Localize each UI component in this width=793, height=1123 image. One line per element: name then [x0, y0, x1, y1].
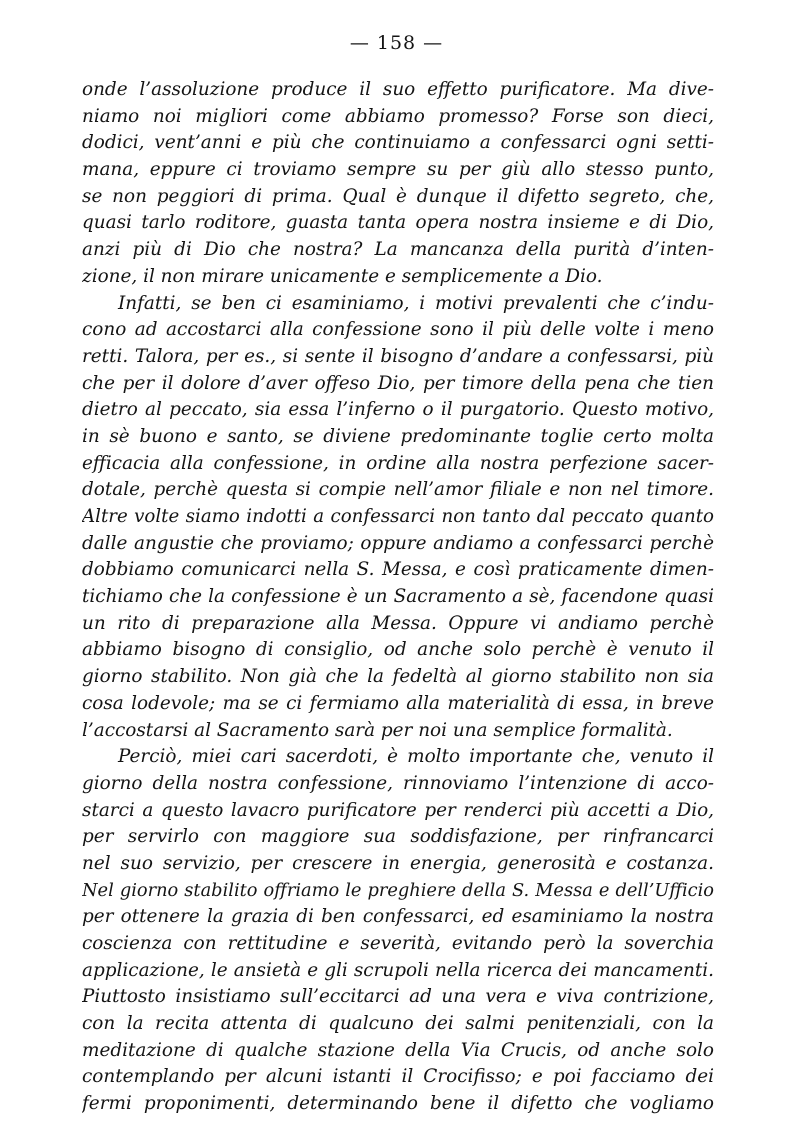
text-line: per ottenere la grazia di ben confessarci, ed esaminiamo la nostra — [82, 906, 714, 928]
text-line: nel suo servizio, per crescere in energia, generosità e costanza. — [82, 852, 714, 874]
text-line: dobbiamo comunicarci nella S. Messa, e così praticamente dimen- — [82, 559, 714, 581]
text-line: Perciò, miei cari sacerdoti, è molto importante che, venuto il — [118, 746, 714, 768]
text-line: anzi più di Dio che nostra? La mancanza della purità d’inten- — [82, 239, 714, 261]
text-line: Infatti, se ben ci esaminiamo, i motivi prevalenti che c’indu- — [118, 292, 714, 314]
text-line: dietro al peccato, sia essa l’inferno o il purgatorio. Questo motivo, — [82, 399, 714, 421]
text-line: in sè buono e santo, se diviene predominante toglie certo molta — [82, 425, 714, 447]
text-line: retti. Talora, per es., si sente il bisogno d’andare a confessarsi, più — [82, 345, 714, 367]
text-line: starci a questo lavacro purificatore per renderci più accetti a Dio, — [82, 799, 714, 821]
text-line: cono ad accostarci alla confessione sono il più delle volte i meno — [82, 319, 714, 341]
text-line: Nel giorno stabilito offriamo le preghiere della S. Messa e dell’Ufficio — [82, 879, 714, 901]
text-line: meditazione di qualche stazione della Via Crucis, od anche solo — [82, 1039, 714, 1061]
text-line: un rito di preparazione alla Messa. Oppure vi andiamo perchè — [82, 612, 714, 634]
text-line: dalle angustie che proviamo; oppure andiamo a confessarci perchè — [82, 532, 714, 554]
text-line: efficacia alla confessione, in ordine alla nostra perfezione sacer- — [82, 452, 714, 474]
text-line: niamo noi migliori come abbiamo promesso? Forse son dieci, — [82, 105, 714, 127]
text-line: per servirlo con maggiore sua soddisfazione, per rinfrancarci — [82, 826, 714, 848]
text-line: Altre volte siamo indotti a confessarci non tanto dal peccato quanto — [82, 506, 714, 527]
text-line: fermi proponimenti, determinando bene il difetto che vogliamo — [82, 1093, 714, 1115]
text-line: l’accostarsi al Sacramento sarà per noi una semplice formalità. — [82, 719, 673, 741]
text-line: che per il dolore d’aver offeso Dio, per timore della pena che tien — [82, 372, 714, 394]
text-line: dotale, perchè questa si compie nell’amor filiale e non nel timore. — [82, 479, 714, 501]
text-line: mana, eppure ci troviamo sempre su per giù allo stesso punto, — [82, 159, 714, 181]
text-line: dodici, vent’anni e più che continuiamo a confessarci ogni setti- — [82, 132, 714, 154]
text-line: tichiamo che la confessione è un Sacramento a sè, facendone quasi — [82, 586, 714, 608]
text-line: abbiamo bisogno di consiglio, od anche solo perchè è venuto il — [82, 639, 714, 661]
text-line: cosa lodevole; ma se ci fermiamo alla materialità di essa, in breve — [82, 692, 714, 714]
text-line: applicazione, le ansietà e gli scrupoli nella ricerca dei mancamenti. — [82, 959, 714, 981]
text-line: contemplando per alcuni istanti il Crocifisso; e poi facciamo dei — [82, 1066, 714, 1088]
text-line: con la recita attenta di qualcuno dei salmi penitenziali, con la — [82, 1013, 714, 1035]
text-line: giorno della nostra confessione, rinnoviamo l’intenzione di acco- — [82, 772, 714, 794]
text-line: quasi tarlo roditore, guasta tanta opera nostra insieme e di Dio, — [82, 212, 714, 234]
text-line: coscienza con rettitudine e severità, evitando però la soverchia — [82, 933, 714, 954]
page-number: — 158 — — [349, 32, 444, 54]
body-text — [82, 77, 714, 1118]
text-line: zione, il non mirare unicamente e semplicemente a Dio. — [82, 265, 603, 287]
text-line: onde l’assoluzione produce il suo effetto purificatore. Ma dive- — [82, 79, 714, 100]
text-line: giorno stabilito. Non già che la fedeltà al giorno stabilito non sia — [82, 666, 714, 688]
text-line: se non peggiori di prima. Qual è dunque il difetto segreto, che, — [82, 185, 714, 207]
text-line: Piuttosto insistiamo sull’eccitarci ad una vera e viva contrizione, — [82, 986, 714, 1008]
